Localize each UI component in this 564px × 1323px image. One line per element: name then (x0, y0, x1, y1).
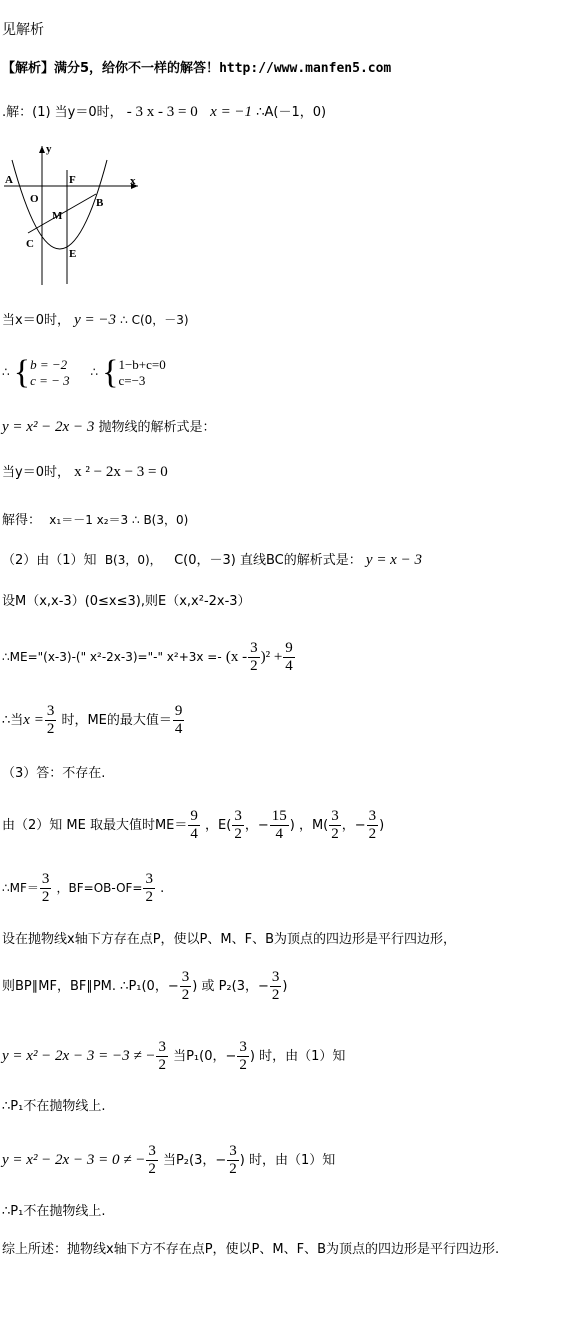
text: 抛物线的解析式是： (98, 420, 216, 435)
equation: - 3 x - 3 = 0 (126, 104, 198, 120)
equation: y = x² − 2x − 3 = −3 ≠ − (2, 1048, 156, 1064)
equation: y = x − 3 (365, 552, 422, 568)
answer-title: 见解析 (2, 22, 44, 38)
line-4 (2, 418, 216, 437)
line-3 (2, 352, 166, 393)
text: ∴ C(0，－3) (120, 313, 189, 327)
line-12 (2, 806, 384, 846)
line-15 (2, 967, 287, 1007)
banner-slogan: 满分5，给你不一样的解答！ (54, 61, 220, 76)
y-axis-arrow (39, 146, 45, 153)
text: ，BF=OB-OF= (56, 881, 143, 895)
banner-line (2, 60, 391, 78)
line-1 (2, 103, 326, 122)
fraction: $\frac{9}{4}$ (174, 703, 183, 737)
fraction: $\frac{3}{2}$ (271, 969, 280, 1003)
line-16 (2, 1036, 345, 1077)
text: ) ，M( (289, 818, 329, 833)
line-9 (2, 637, 296, 678)
line-11: （3）答：不存在. (2, 766, 106, 781)
label-a: A (5, 174, 13, 186)
label-e: E (69, 248, 77, 260)
text: （2）由（1）知 (2, 553, 97, 568)
fraction: $\frac{3}{2}$ (145, 871, 153, 905)
text: 当y＝0时， (2, 465, 70, 480)
text: (x - (225, 649, 248, 665)
equation: y = −3 (74, 312, 117, 328)
text: . (160, 881, 165, 896)
line-8: 设M（x,x-3）(0≤x≤3),则E（x,x²-2x-3） (2, 594, 251, 609)
line-17: ∴P₁不在抛物线上. (2, 1099, 106, 1114)
fraction: $\frac{3}{2}$ (46, 703, 55, 737)
brace: { (102, 353, 119, 391)
text: .解：(1) 当y＝0时， (2, 105, 123, 120)
text: 当P₂(3，− (162, 1153, 227, 1168)
text: ，− (341, 818, 366, 833)
line-18 (2, 1140, 335, 1181)
text: )² + (260, 649, 283, 665)
fraction: $\frac{3}{2}$ (41, 871, 50, 905)
system-1: b = −2 c = − 3 (30, 356, 70, 388)
text: ∴当 (2, 713, 24, 728)
label-y: y (46, 143, 52, 155)
banner-tag: 【解析】 (2, 61, 55, 76)
equation: y = x² − 2x − 3 (2, 419, 95, 435)
text: ，E( (205, 818, 232, 833)
text: 当x＝0时， (2, 313, 70, 328)
line-7 (2, 551, 422, 570)
text: 解得： (2, 513, 42, 528)
equation: x ² − 2x − 3 = 0 (74, 464, 168, 480)
fraction: $\frac{3}{2}$ (181, 969, 190, 1003)
label-x: x (130, 175, 136, 187)
therefore-symbol: ∴ (2, 365, 10, 379)
fraction: $\frac{3}{2}$ (239, 1039, 247, 1073)
fraction: $\frac{9}{4}$ (285, 640, 293, 674)
brace: { (13, 353, 31, 391)
fraction: $\frac{15}{4}$ (271, 808, 287, 842)
text: 则BP∥MF，BF∥PM. ∴P₁(0，− (2, 979, 179, 994)
text: ) 时，由（1）知 (249, 1049, 346, 1064)
label-c: C (26, 238, 34, 250)
text: C(0，－3) 直线BC的解析式是： (174, 553, 362, 568)
text: B(3，0)， (104, 553, 162, 567)
line-5 (2, 463, 168, 482)
line-10 (2, 700, 185, 741)
line-13 (2, 868, 164, 909)
text: ，− (244, 818, 269, 833)
equation: y = x² − 2x − 3 = 0 ≠ − (2, 1152, 146, 1168)
banner-url: http://www.manfen5.com (219, 61, 392, 76)
fraction: $\frac{3}{2}$ (229, 1143, 237, 1177)
text: 由（2）知 ME 取最大值时ME＝ (2, 818, 188, 833)
fraction: $\frac{3}{2}$ (368, 808, 377, 842)
line-20: 综上所述：抛物线x轴下方不存在点P，使以P、M、F、B为顶点的四边形是平行四边形. (2, 1242, 500, 1257)
parabola-graph (2, 140, 142, 290)
fraction: $\frac{9}{4}$ (190, 808, 198, 842)
equation: x = −1 (210, 104, 253, 120)
fraction: $\frac{3}{2}$ (148, 1143, 156, 1177)
fraction: $\frac{3}{2}$ (158, 1039, 166, 1073)
line-19: ∴P₁不在抛物线上. (2, 1204, 106, 1219)
therefore-symbol: ∴ (90, 365, 98, 379)
text: x₁＝－1 x₂＝3 ∴ B(3，0) (49, 513, 189, 527)
label-f: F (69, 174, 76, 186)
text: ∴ME="(x-3)-(" x²-2x-3)="-" x²+3x =- (2, 650, 222, 664)
fraction: $\frac{3}{2}$ (331, 808, 339, 842)
text: 当P₁(0，− (173, 1049, 237, 1064)
text: ) (282, 979, 288, 994)
text: ) (379, 818, 385, 833)
text: ) 或 P₂(3，− (192, 979, 269, 994)
text: ) 时，由（1）知 (239, 1153, 336, 1168)
line-14: 设在抛物线x轴下方存在点P，使以P、M、F、B为顶点的四边形是平行四边形， (2, 932, 456, 947)
label-o: O (30, 193, 39, 205)
label-b: B (96, 197, 104, 209)
line-6 (2, 511, 188, 530)
fraction: $\frac{3}{2}$ (250, 640, 258, 674)
text: ∴MF＝ (2, 881, 39, 895)
text: ∴A(－1，0) (256, 105, 327, 120)
parabola-curve (12, 160, 107, 249)
text: 时，ME的最大值＝ (61, 713, 172, 728)
equation: x = (23, 712, 44, 728)
fraction: $\frac{3}{2}$ (234, 808, 242, 842)
label-m: M (52, 210, 63, 222)
line-2 (2, 311, 189, 330)
system-2: 1−b+c=0 c=−3 (118, 356, 166, 388)
